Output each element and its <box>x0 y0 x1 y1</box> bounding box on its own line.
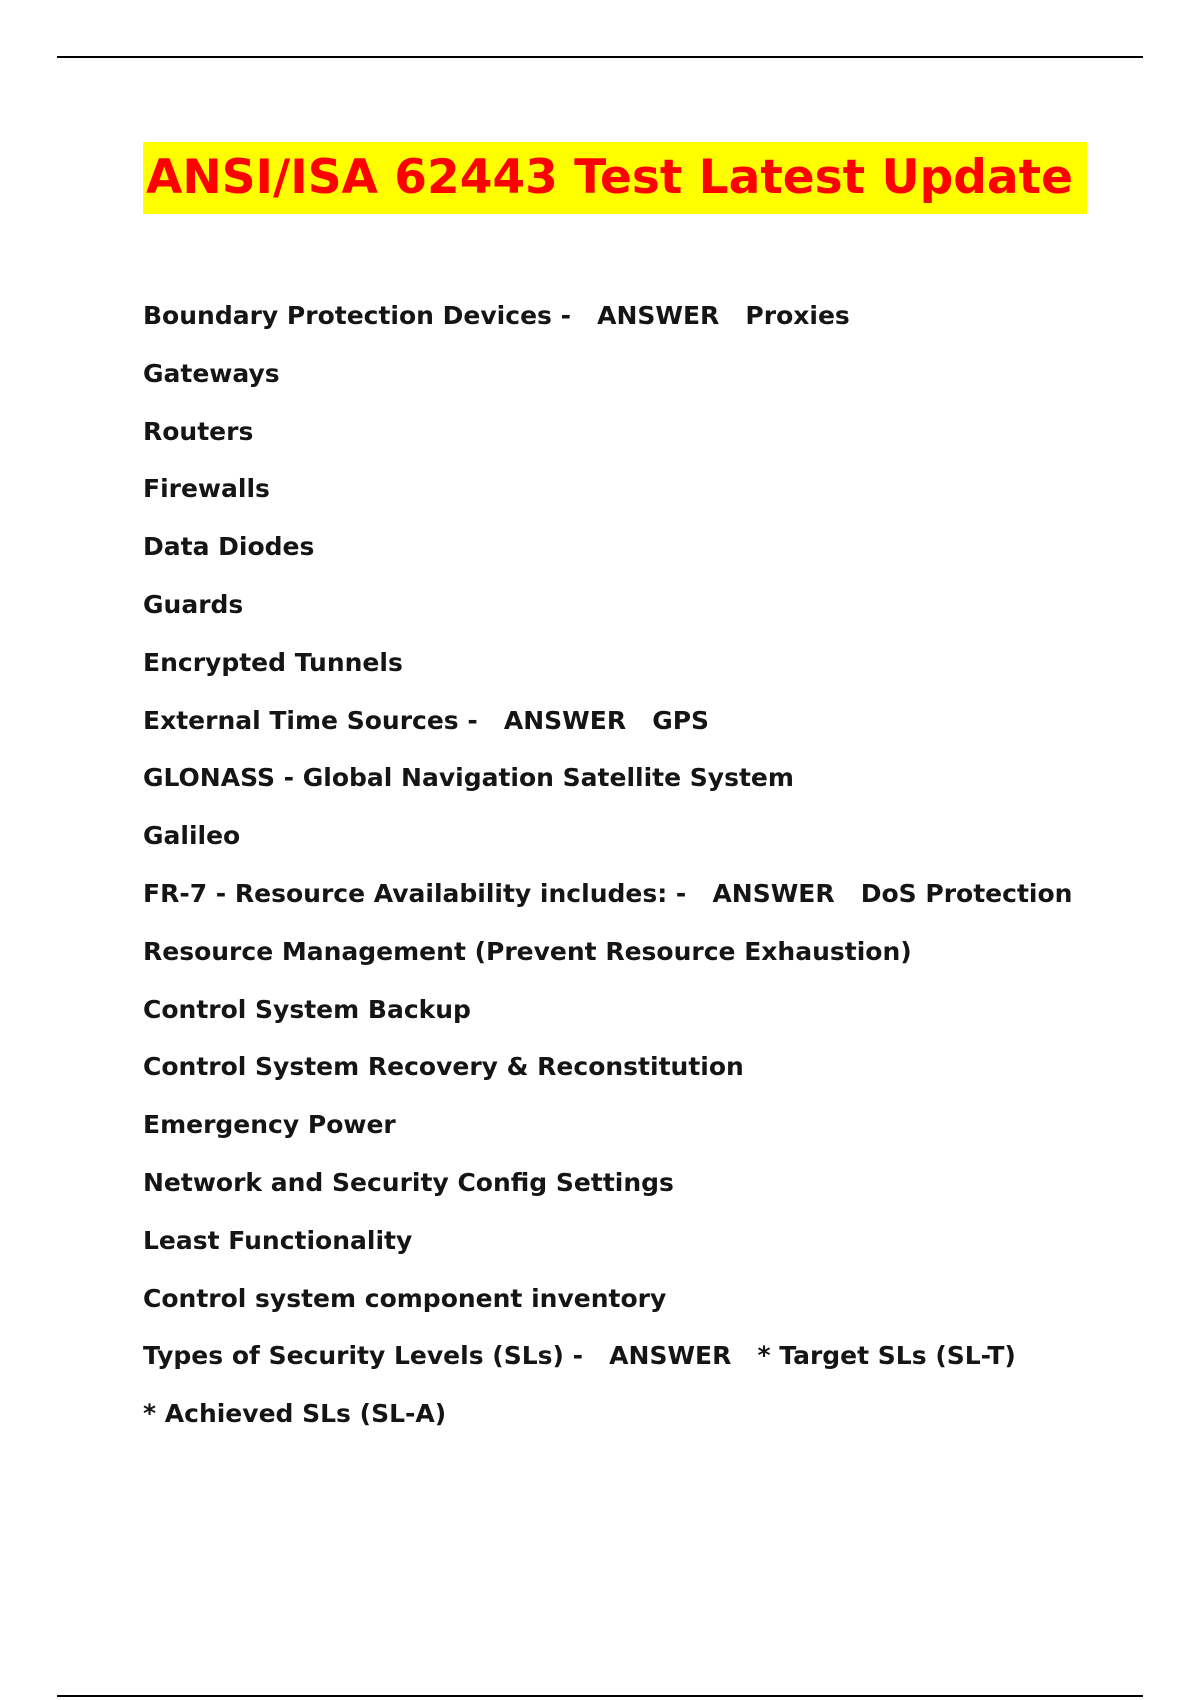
qa-line <box>143 585 1143 643</box>
top-rule <box>57 56 1143 58</box>
qa-line <box>143 469 1143 527</box>
line-text: Firewalls <box>143 474 270 504</box>
line-text: Control system component inventory <box>143 1283 667 1313</box>
line-text: Gateways <box>143 358 280 388</box>
line-text: Boundary Protection Devices - <box>143 301 571 330</box>
line-text: External Time Sources - <box>143 705 478 735</box>
qa-line <box>143 701 1143 759</box>
line-text: Galileo <box>143 821 241 851</box>
qa-line <box>143 1105 1143 1163</box>
line-text: Guards <box>143 589 244 619</box>
qa-line <box>143 643 1143 701</box>
line-text: Encrypted Tunnels <box>143 647 403 677</box>
line-text: Emergency Power <box>143 1110 396 1140</box>
qa-line <box>143 412 1143 470</box>
qa-line <box>143 1047 1143 1105</box>
answer-label: ANSWER <box>712 878 835 908</box>
line-text: Control System Recovery & Reconstitution <box>143 1052 744 1082</box>
qa-line <box>143 1394 1143 1452</box>
qa-line <box>143 932 1143 990</box>
line-text: Network and Security Config Settings <box>143 1167 674 1197</box>
line-text: Least Functionality <box>143 1225 413 1255</box>
qa-line <box>143 1221 1143 1279</box>
line-text: Control System Backup <box>143 994 471 1024</box>
answer-text: * Target SLs (SL-T) <box>757 1341 1016 1371</box>
qa-line <box>143 874 1143 932</box>
answer-text: DoS Protection <box>860 878 1073 908</box>
qa-line <box>143 354 1143 412</box>
qa-line <box>143 527 1143 585</box>
qa-line <box>143 296 1143 354</box>
qa-line <box>143 990 1143 1048</box>
qa-line <box>143 1163 1143 1221</box>
qa-line <box>143 1279 1143 1337</box>
line-text: Routers <box>143 416 254 446</box>
line-text: FR-7 - Resource Availability includes: - <box>143 878 687 908</box>
qa-line <box>143 758 1143 816</box>
qa-list <box>143 296 1143 1452</box>
answer-label: ANSWER <box>597 301 720 330</box>
page-title: ANSI/ISA 62443 Test Latest Update <box>143 142 1087 214</box>
answer-label: ANSWER <box>609 1341 732 1371</box>
line-text: Resource Management (Prevent Resource Exhaustion) <box>143 936 912 966</box>
answer-text: GPS <box>652 705 710 735</box>
bottom-rule <box>57 1695 1143 1697</box>
qa-line <box>143 816 1143 874</box>
answer-label: ANSWER <box>503 705 627 735</box>
line-text: Data Diodes <box>143 532 315 562</box>
qa-line <box>143 1336 1143 1394</box>
line-text: Types of Security Levels (SLs) - <box>143 1341 584 1371</box>
line-text: * Achieved SLs (SL-A) <box>143 1399 447 1429</box>
answer-text: Proxies <box>745 301 850 330</box>
line-text: GLONASS - Global Navigation Satellite System <box>143 763 794 793</box>
